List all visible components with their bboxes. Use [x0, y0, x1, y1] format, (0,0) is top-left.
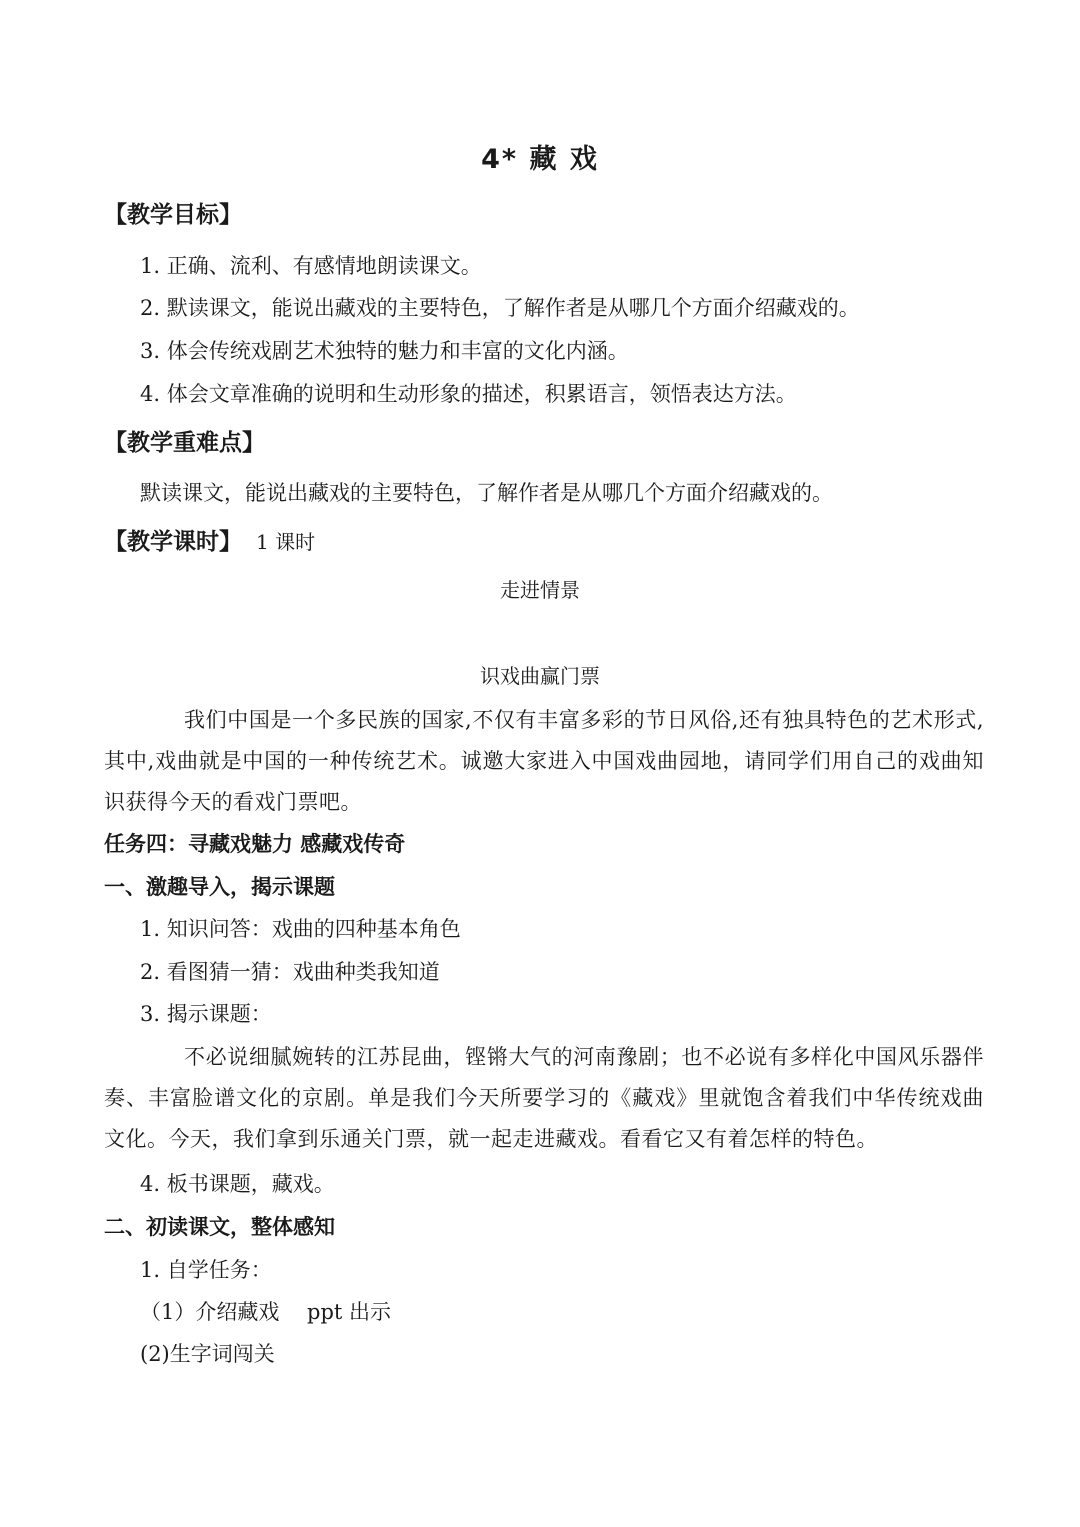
key-points-heading: 【教学重难点】 — [104, 430, 265, 456]
scene-title: 走进情景 — [500, 578, 580, 602]
part2-item-3: (2)生字词闯关 — [140, 1342, 275, 1366]
intro-paragraph: 我们中国是一个多民族的国家,不仅有丰富多彩的节日风俗,还有独具特色的艺术形式,其中,戏曲就是中国的一种传统艺术。诚邀大家进入中国戏曲园地，请同学们用自己的戏曲知识获得今天的看戏门票吧。 — [104, 708, 984, 814]
objectives-heading: 【教学目标】 — [104, 202, 242, 228]
part1-item-3: 3. 揭示课题： — [140, 1002, 272, 1026]
class-hours-value: 1 课时 — [256, 530, 316, 554]
class-hours-heading: 【教学课时】 — [104, 529, 242, 555]
part1-item-1: 1. 知识问答：戏曲的四种基本角色 — [140, 917, 461, 941]
part2-item-1: 1. 自学任务： — [140, 1258, 272, 1282]
ticket-title: 识戏曲赢门票 — [480, 664, 600, 688]
class-hours-row — [104, 526, 315, 558]
task4-heading: 任务四：寻藏戏魅力 感藏戏传奇 — [104, 832, 406, 856]
part2-item-2: （1）介绍藏戏 ppt 出示 — [140, 1300, 392, 1324]
objective-item-3: 3. 体会传统戏剧艺术独特的魅力和丰富的文化内涵。 — [140, 339, 629, 363]
objective-item-2: 2. 默读课文，能说出藏戏的主要特色，了解作者是从哪几个方面介绍藏戏的。 — [140, 296, 860, 320]
lesson-title: 4* 藏 戏 — [481, 144, 599, 175]
key-points-text: 默读课文，能说出藏戏的主要特色，了解作者是从哪几个方面介绍藏戏的。 — [140, 481, 833, 505]
objective-item-4: 4. 体会文章准确的说明和生动形象的描述，积累语言，领悟表达方法。 — [140, 382, 797, 406]
objective-item-1: 1. 正确、流利、有感情地朗读课文。 — [140, 254, 482, 278]
part1-paragraph: 不必说细腻婉转的江苏昆曲，铿锵大气的河南豫剧；也不必说有多样化中国风乐器伴奏、丰富脸谱文化的京剧。单是我们今天所要学习的《藏戏》里就饱含着我们中华传统戏曲文化。今天，我们拿到乐通关门票，就一起走进藏戏。看看它又有着怎样的特色。 — [104, 1045, 984, 1151]
part1-item-4: 4. 板书课题，藏戏。 — [140, 1172, 335, 1196]
part2-heading: 二、初读课文，整体感知 — [104, 1215, 335, 1239]
part1-heading: 一、激趣导入，揭示课题 — [104, 875, 335, 899]
part1-item-2: 2. 看图猜一猜：戏曲种类我知道 — [140, 960, 440, 984]
